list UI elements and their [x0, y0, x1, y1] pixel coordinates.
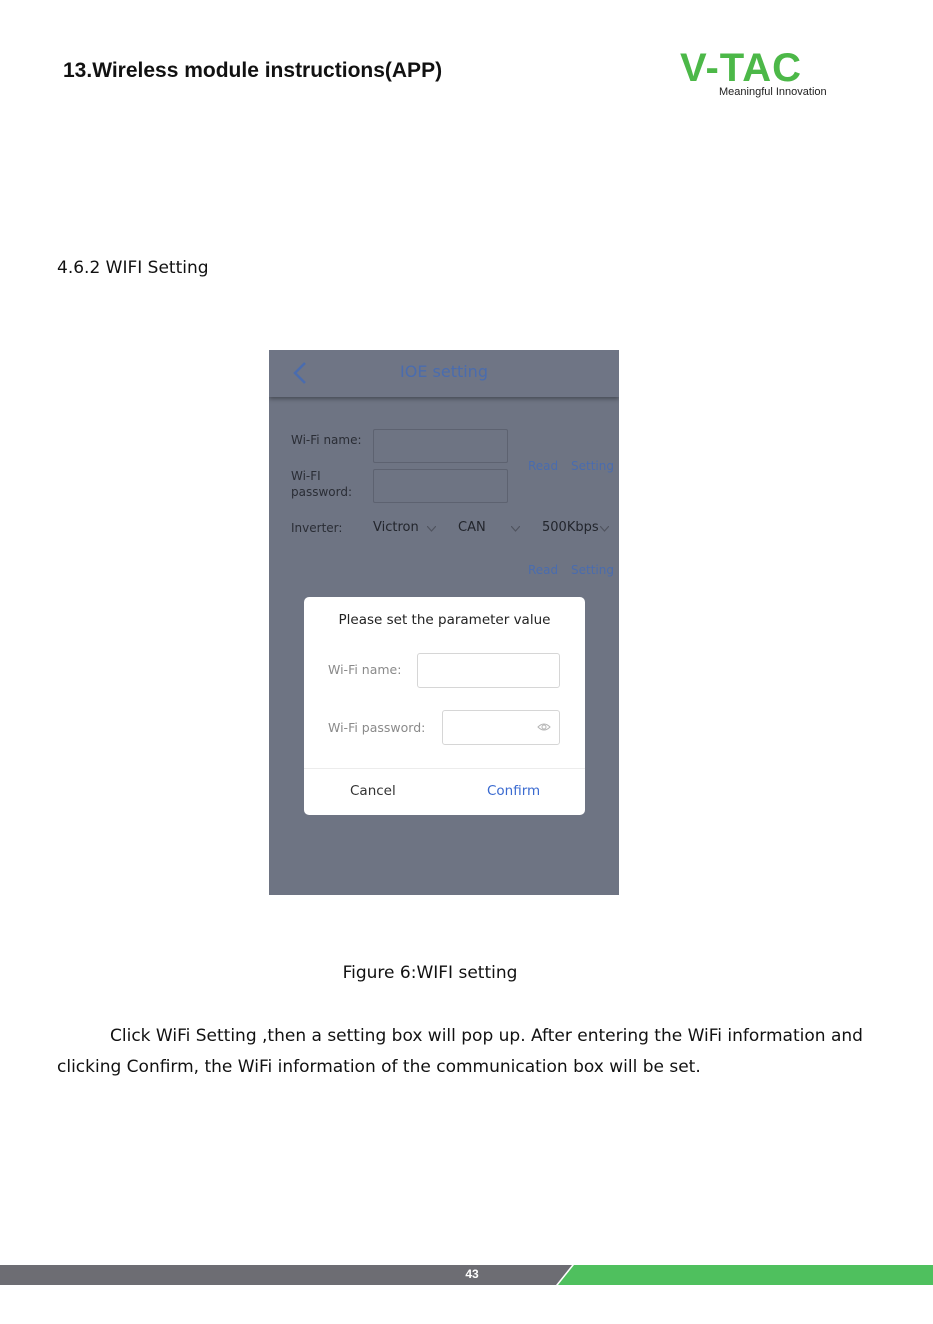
inverter-label: Inverter:: [291, 521, 343, 535]
section-heading: 4.6.2 WIFI Setting: [57, 258, 209, 278]
eye-icon[interactable]: [537, 722, 551, 732]
chevron-down-icon: [600, 526, 609, 532]
app-screenshot: [269, 350, 619, 895]
wifi-name-field[interactable]: [373, 429, 508, 463]
wifi-name-label: Wi-Fi name:: [291, 433, 362, 447]
logo-wordmark: V-TAC: [680, 46, 803, 90]
dialog-wifi-password-label: Wi-Fi password:: [328, 720, 426, 735]
dialog-title: Please set the parameter value: [338, 612, 551, 628]
chevron-down-icon: [427, 526, 436, 532]
figure-caption: Figure 6:WIFI setting: [342, 963, 518, 983]
dialog-wifi-password-input[interactable]: [442, 710, 560, 745]
inverter-protocol-value: CAN: [458, 520, 486, 535]
app-header-title: IOE setting: [400, 362, 488, 381]
logo-tagline: Meaningful Innovation: [719, 86, 827, 98]
read-inverter-button[interactable]: Read: [528, 563, 559, 577]
dialog-wifi-name-label: Wi-Fi name:: [328, 662, 402, 677]
footer: [0, 1265, 933, 1285]
chapter-title: 13.Wireless module instructions(APP): [63, 59, 443, 82]
setting-wifi-button[interactable]: Setting: [571, 459, 614, 473]
wifi-password-field[interactable]: [373, 469, 508, 503]
inverter-brand-value: Victron: [373, 520, 419, 535]
page-number: 43: [465, 1267, 479, 1281]
cancel-button[interactable]: Cancel: [350, 783, 396, 799]
body-paragraph: Click WiFi Setting ,then a setting box will pop up. After entering the WiFi information and clicking Confirm, the WiFi information of the communication box will be set.: [57, 1026, 863, 1077]
parameter-dialog: [304, 597, 585, 815]
setting-inverter-button[interactable]: Setting: [571, 563, 614, 577]
inverter-baud-value: 500Kbps: [542, 520, 599, 535]
wifi-password-label-line1: Wi-FI: [291, 469, 321, 483]
wifi-password-label-line2: password:: [291, 485, 353, 499]
confirm-button[interactable]: Confirm: [487, 783, 541, 799]
dialog-wifi-name-input[interactable]: [417, 653, 560, 688]
read-wifi-button[interactable]: Read: [528, 459, 559, 473]
chevron-down-icon: [511, 526, 520, 532]
vtac-logo: [680, 48, 832, 102]
dialog-divider: [304, 768, 585, 769]
app-header: [269, 350, 619, 397]
